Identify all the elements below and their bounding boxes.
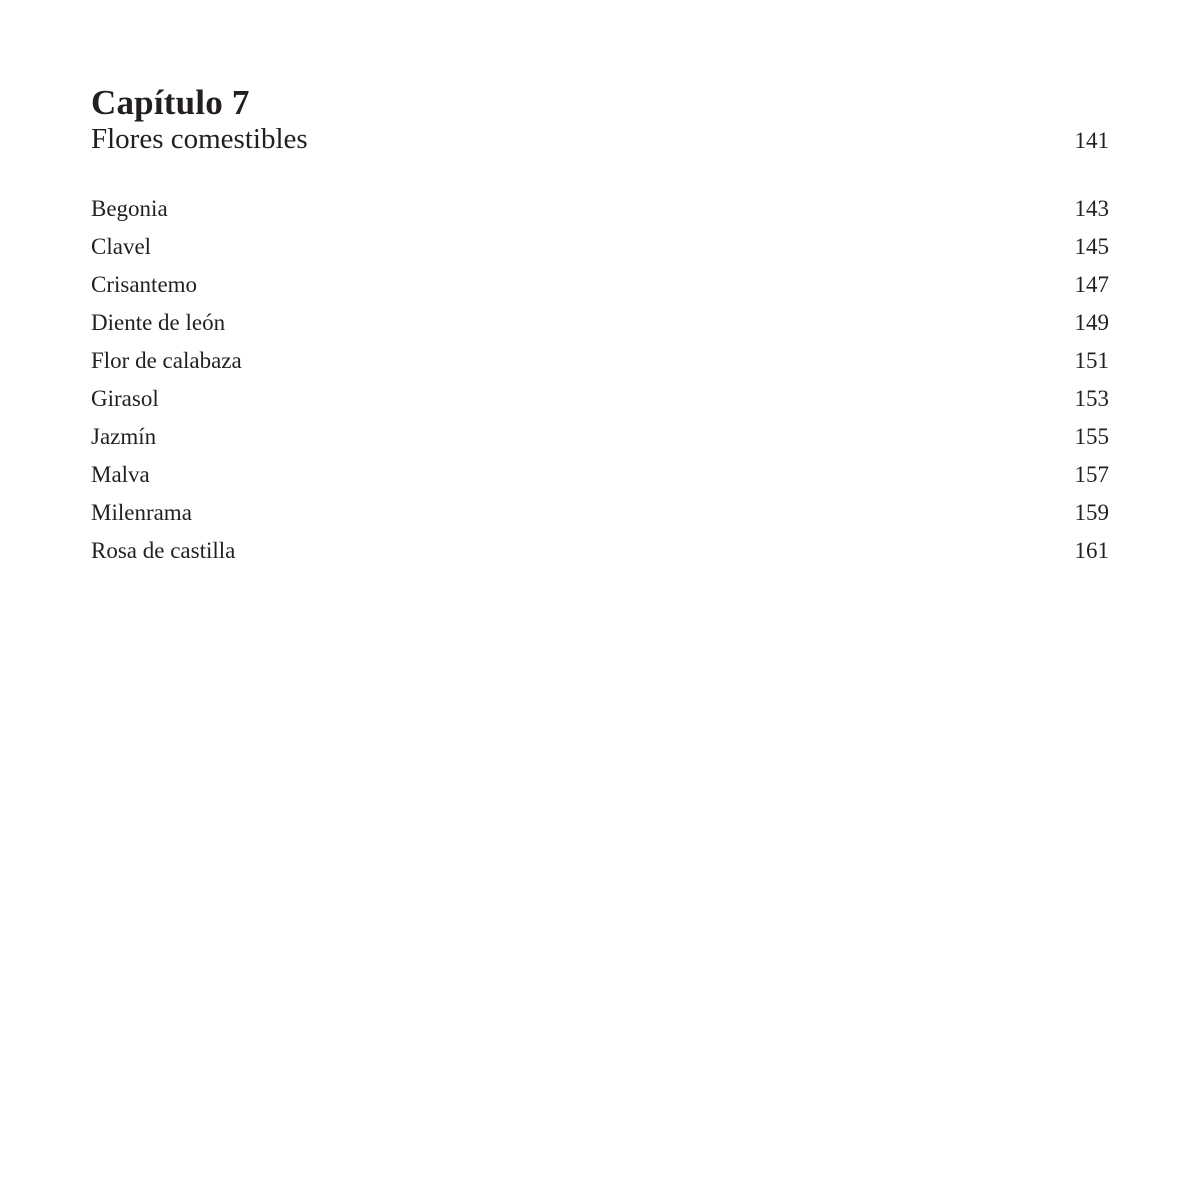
- toc-entry-page: 161: [1074, 538, 1109, 563]
- toc-entry-title: Crisantemo: [91, 272, 198, 297]
- toc-entry-title: Rosa de castilla: [91, 538, 236, 563]
- toc-entry: [91, 304, 1109, 342]
- toc-entry-page: 155: [1074, 424, 1109, 449]
- toc-entry-title: Begonia: [91, 196, 168, 221]
- chapter-heading-row: [91, 122, 1109, 156]
- toc-entry-title: Milenrama: [91, 500, 192, 525]
- chapter-label: Capítulo 7: [91, 83, 250, 122]
- chapter-title: Flores comestibles: [91, 123, 308, 155]
- toc-entry: [91, 494, 1109, 532]
- toc-entry: [91, 266, 1109, 304]
- toc-entry-page: 151: [1074, 348, 1109, 373]
- toc-entry: [91, 532, 1109, 570]
- toc-entry-title: Clavel: [91, 234, 152, 259]
- toc-entry: [91, 228, 1109, 266]
- toc-entry-page: 159: [1074, 500, 1109, 525]
- toc-entry: [91, 456, 1109, 494]
- toc-entry: [91, 380, 1109, 418]
- toc-entry: [91, 342, 1109, 380]
- toc-entry-title: Flor de calabaza: [91, 348, 242, 373]
- toc-entry-title: Malva: [91, 462, 150, 487]
- toc-entry-page: 157: [1074, 462, 1109, 487]
- toc-entry-page: 149: [1074, 310, 1109, 335]
- toc-entry-page: 145: [1074, 234, 1109, 259]
- toc-entry: [91, 190, 1109, 228]
- toc-entry-list: [91, 190, 1109, 570]
- toc-entry-page: 147: [1074, 272, 1109, 297]
- toc-entry-page: 153: [1074, 386, 1109, 411]
- toc-entry-page: 143: [1074, 196, 1109, 221]
- toc-entry: [91, 418, 1109, 456]
- chapter-page-number: 141: [1074, 128, 1109, 153]
- toc-entry-title: Girasol: [91, 386, 159, 411]
- table-of-contents: [91, 84, 1109, 570]
- toc-entry-title: Diente de león: [91, 310, 226, 335]
- toc-entry-title: Jazmín: [91, 424, 157, 449]
